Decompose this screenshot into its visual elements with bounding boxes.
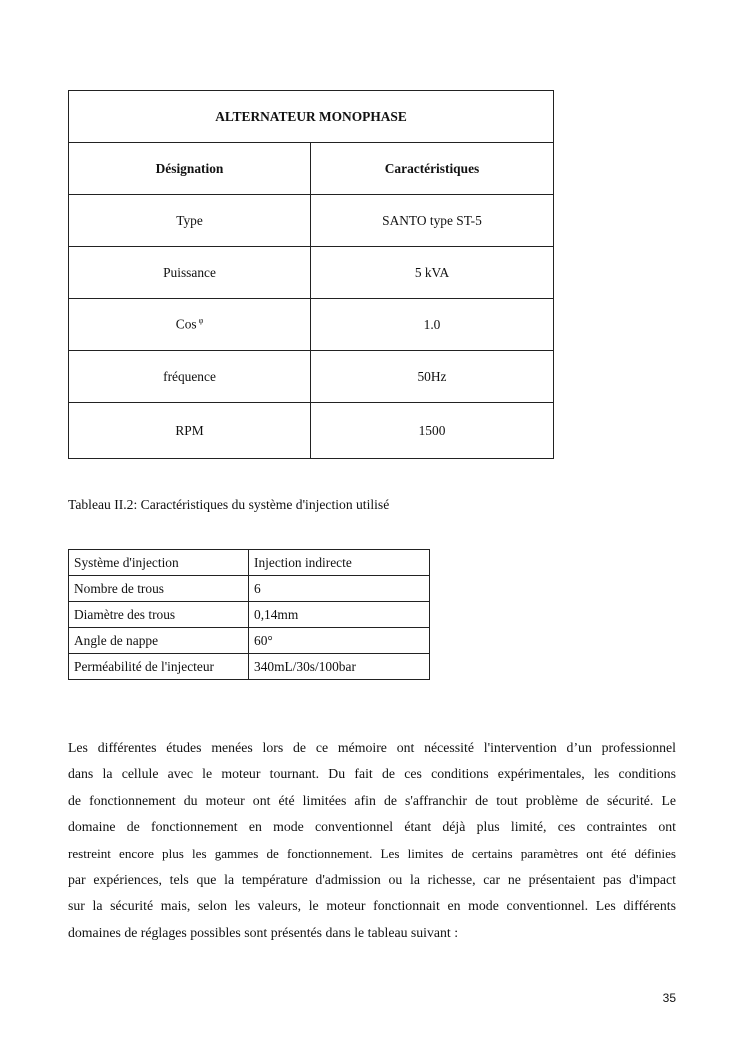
table-row <box>69 602 430 628</box>
table-row <box>69 550 430 576</box>
table-title: ALTERNATEUR MONOPHASE <box>69 91 554 143</box>
row-key: Système d'injection <box>69 550 249 576</box>
table-row <box>69 628 430 654</box>
row-value: 50Hz <box>311 351 554 403</box>
phi-symbol: φ <box>198 316 204 326</box>
row-key: Diamètre des trous <box>69 602 249 628</box>
paragraph-line: restreint encore plus les gammes de fonctionnement. Les limites de certains paramètres ont été définies <box>68 845 676 861</box>
row-label: Puissance <box>69 247 311 299</box>
table-title-row <box>69 91 554 143</box>
body-paragraph <box>68 735 676 946</box>
row-label: Type <box>69 195 311 247</box>
row-value: 6 <box>249 576 430 602</box>
paragraph-line: sur la sécurité mais, selon les valeurs, le moteur fonctionnait en mode conventionnel. Les différents <box>68 898 676 914</box>
row-value: 60° <box>249 628 430 654</box>
paragraph-line: domaine de fonctionnement en mode conventionnel étant déjà plus limité, ces contraintes ont <box>68 819 676 835</box>
paragraph-line: dans la cellule avec le moteur tournant. Du fait de ces conditions expérimentales, les conditions <box>68 766 676 782</box>
table-row <box>69 351 554 403</box>
paragraph-line: Les différentes études menées lors de ce mémoire ont nécessité l'intervention d’un professionnel <box>68 740 676 755</box>
cos-text: Cos <box>175 316 197 332</box>
header-caracteristiques: Caractéristiques <box>311 143 554 195</box>
table-row <box>69 247 554 299</box>
table-row <box>69 576 430 602</box>
paragraph-line: par expériences, tels que la température d'admission ou la richesse, car ne présentaient pas d'impact <box>68 871 676 887</box>
table-row <box>69 195 554 247</box>
row-value: 1.0 <box>311 299 554 351</box>
row-value: 340mL/30s/100bar <box>249 654 430 680</box>
injection-table <box>68 549 430 680</box>
table-row <box>69 299 554 351</box>
row-value: 5 kVA <box>311 247 554 299</box>
table-row <box>69 654 430 680</box>
row-key: Nombre de trous <box>69 576 249 602</box>
row-value: SANTO type ST-5 <box>311 195 554 247</box>
row-label-cos <box>69 299 311 351</box>
page-number: 35 <box>662 991 676 1005</box>
row-value: Injection indirecte <box>249 550 430 576</box>
table-row <box>69 403 554 459</box>
row-label: fréquence <box>69 351 311 403</box>
row-key: Perméabilité de l'injecteur <box>69 654 249 680</box>
paragraph-line: domaines de réglages possibles sont présentés dans le tableau suivant : <box>68 924 459 940</box>
header-designation: Désignation <box>69 143 311 195</box>
row-label: RPM <box>69 403 311 459</box>
paragraph-line: de fonctionnement du moteur ont été limitées afin de s'affranchir de tout problème de sécurité. Le <box>68 792 676 808</box>
row-key: Angle de nappe <box>69 628 249 654</box>
row-value: 1500 <box>311 403 554 459</box>
table-caption: Tableau II.2: Caractéristiques du système d'injection utilisé <box>68 497 390 512</box>
alternator-table <box>68 90 554 459</box>
row-value: 0,14mm <box>249 602 430 628</box>
table-header-row <box>69 143 554 195</box>
